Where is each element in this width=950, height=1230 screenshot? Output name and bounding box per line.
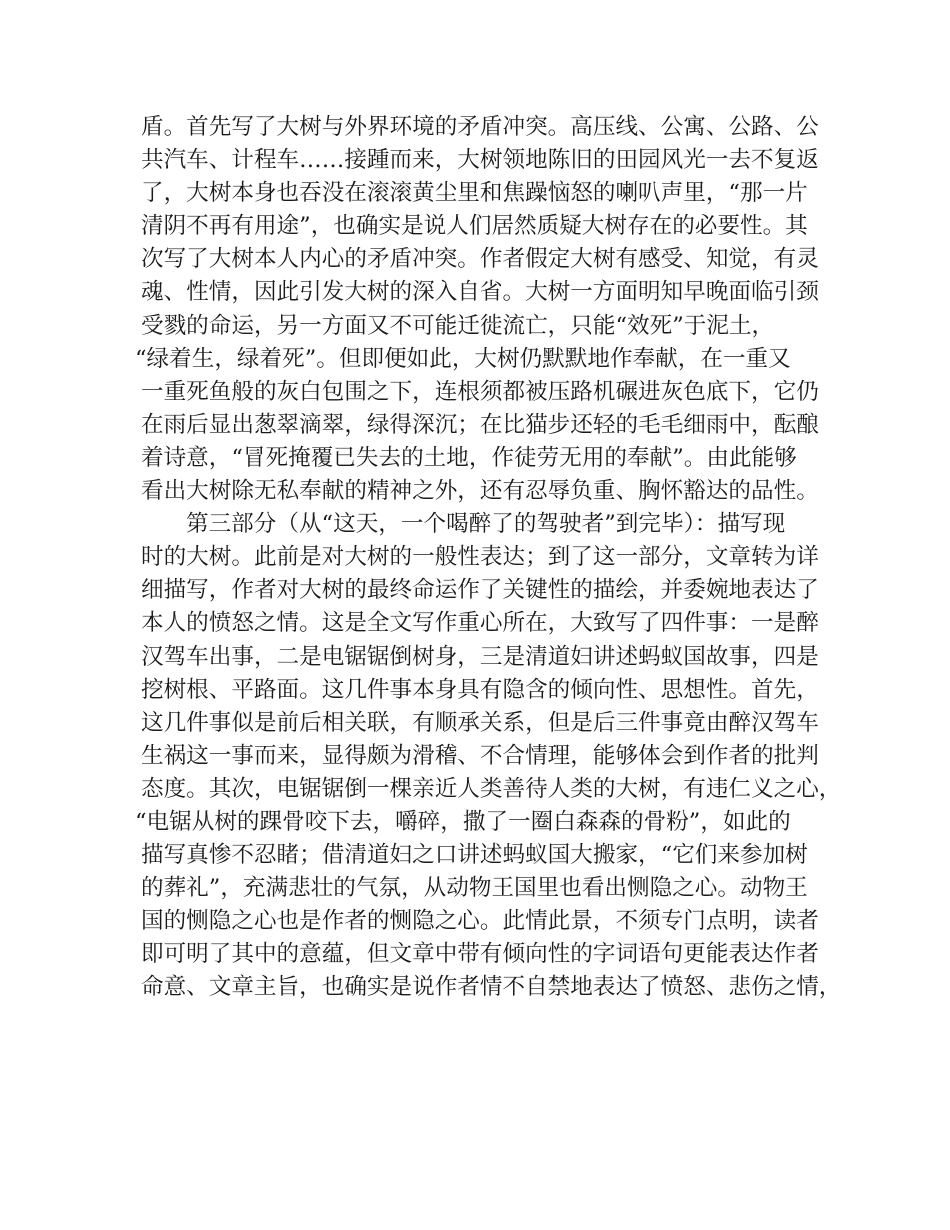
text-line: 态度。其次，电锯锯倒一棵亲近人类善待人类的大树，有违仁义之心，	[141, 775, 842, 802]
text-line: 汉驾车出事，二是电锯锯倒树身，三是清道妇讲述蚂蚁国故事，四是	[141, 643, 819, 670]
text-line: 魂、性情，因此引发大树的深入自省。大树一方面明知早晚面临引颈	[141, 279, 819, 306]
paragraph-start-line: 第三部分（从“这天，一个喝醉了的驾驶者”到完毕）：描写现	[186, 511, 786, 538]
text-line: 生祸这一事而来，显得颇为滑稽、不合情理，能够体会到作者的批判	[141, 742, 819, 769]
text-line: 命意、文章主旨，也确实是说作者情不自禁地表达了愤怒、悲伤之情，	[141, 974, 842, 1001]
text-line: 描写真惨不忍睹；借清道妇之口讲述蚂蚁国大搬家，“它们来参加树	[141, 842, 808, 869]
text-line: 看出大树除无私奉献的精神之外，还有忍辱负重、胸怀豁达的品性。	[141, 478, 819, 505]
text-line: 共汽车、计程车……接踵而来，大树领地陈旧的田园风光一去不复返	[141, 147, 819, 174]
text-line: 国的恻隐之心也是作者的恻隐之心。此情此景，不须专门点明，读者	[141, 908, 819, 935]
text-line: 即可明了其中的意蕴，但文章中带有倾向性的字词语句更能表达作者	[141, 941, 819, 968]
text-line: 这几件事似是前后相关联，有顺承关系，但是后三件事竟由醉汉驾车	[141, 709, 819, 736]
text-line: 本人的愤怒之情。这是全文写作重心所在，大致写了四件事：一是醉	[141, 610, 819, 637]
text-line: 次写了大树本人内心的矛盾冲突。作者假定大树有感受、知觉，有灵	[141, 246, 819, 273]
text-line: “电锯从树的踝骨咬下去，嚼碎，撒了一圈白森森的骨粉”，如此的	[135, 808, 791, 835]
text-line: 的葬礼”，充满悲壮的气氛，从动物王国里也看出恻隐之心。动物王	[141, 875, 808, 902]
text-line: 着诗意，“冒死掩覆已失去的土地，作徒劳无用的奉献”。由此能够	[141, 444, 797, 471]
body-text	[135, 111, 842, 1005]
text-line: “绿着生，绿着死”。但即便如此，大树仍默默地作奉献，在一重又	[135, 345, 791, 372]
text-line: 时的大树。此前是对大树的一般性表达；到了这一部分，文章转为详	[141, 544, 819, 571]
text-line: 细描写，作者对大树的最终命运作了关键性的描绘，并委婉地表达了	[141, 577, 819, 604]
text-line: 挖树根、平路面。这几件事本身具有隐含的倾向性、思想性。首先，	[141, 676, 819, 703]
text-line: 了，大树本身也吞没在滚滚黄尘里和焦躁恼怒的喇叭声里，“那一片	[141, 180, 808, 207]
text-line: 盾。首先写了大树与外界环境的矛盾冲突。高压线、公寓、公路、公	[141, 114, 819, 140]
text-line: 清阴不再有用途”，也确实是说人们居然质疑大树存在的必要性。其	[141, 213, 808, 240]
text-line: 在雨后显出葱翠滴翠，绿得深沉；在比猫步还轻的毛毛细雨中，酝酿	[141, 411, 819, 438]
text-line: 一重死鱼般的灰白包围之下，连根须都被压路机碾进灰色底下，它仍	[141, 378, 819, 405]
text-line: 受戮的命运，另一方面又不可能迁徙流亡，只能“效死”于泥土，	[141, 312, 775, 339]
